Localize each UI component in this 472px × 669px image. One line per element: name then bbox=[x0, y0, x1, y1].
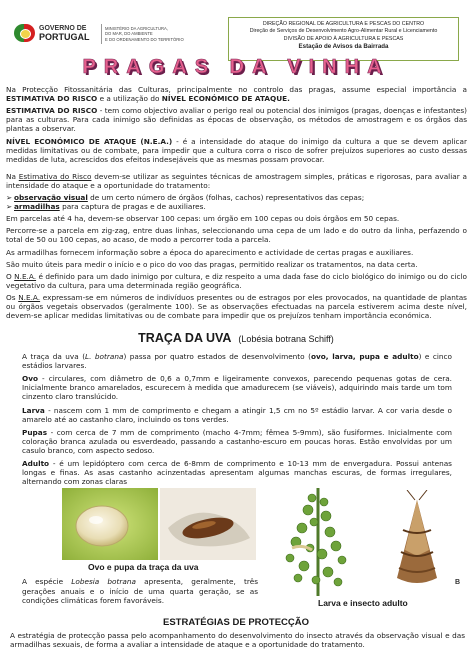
generations-note: A espécie Lobesia botrana apresenta, geralmente, três gerações anuais e o início de uma quarta geração, se as condições climáticas forem favoráveis. bbox=[22, 577, 258, 606]
portugal-emblem-icon bbox=[14, 22, 36, 44]
tecnicas-paragraph: Na Estimativa do Risco devem-se utilizar as seguintes técnicas de amostragem simples, práticas e rigorosas, para avaliar a intensidade do ataque e a oportunidade do tratamento: bbox=[6, 172, 468, 191]
ovo-paragraph: Ovo - circulares, com diâmetro de 0,6 a 0,7mm e ligeiramente convexos, parecendo pequenas gotas de cera. Inicialmente branco amarelados, escurecem à medida que amadurecem (se viáveis), adquirindo mais tarde um tom cinzento claro translúcido. bbox=[22, 374, 452, 402]
ministry-line: MINISTÉRIO DA AGRICULTURA, bbox=[105, 26, 168, 31]
intro-paragraph: Na Protecção Fitossanitária das Culturas, principalmente no controlo das pragas, assume especial importância a ESTIMATIVA DO RISCO e a utilização do NÍVEL ECONÓMICO DE ATAQUE. bbox=[6, 85, 467, 104]
gov-line2: PORTUGAL bbox=[39, 32, 90, 42]
traca-title: TRAÇA DA UVA (Lobésia botrana Schiff) bbox=[138, 331, 334, 345]
caption-larva-adult: Larva e insecto adulto bbox=[318, 598, 408, 608]
adult-moth-photo bbox=[369, 490, 465, 590]
direction-line: DIVISÃO DE APOIO À AGRICULTURA E PESCAS bbox=[283, 35, 404, 42]
adulto-paragraph: Adulto - é um lepidóptero com cerca de 6-8mm de comprimento e 10-13 mm de envergadura. Possui antenas longas e finas. As asas castanho acinzentadas apresentam algumas manchas escuras, de formas irregulares, alternando com zonas claras bbox=[22, 459, 452, 487]
government-logo bbox=[14, 22, 90, 44]
pupa-photo bbox=[160, 488, 256, 560]
traca-intro: A traça da uva (L. botrana) passa por quatro estados de desenvolvimento (ovo, larva, pupa e adulto) e cinco estádios larvares. bbox=[22, 352, 453, 371]
pupa-paragraph: Pupas - com cerca de 7 mm de comprimento (macho 4-7mm; fêmea 5-9mm), são fusiformes. Inicialmente com coloração branca azulada ou esverdeado, passando a castanho-escuro em poucas horas. Estão envolvidas por um casulo branco, com aspecto sedoso. bbox=[22, 428, 452, 456]
caption-egg-pupa: Ovo e pupa da traça da uva bbox=[88, 562, 199, 572]
arrow-bullet-icon: ➢ bbox=[6, 202, 13, 211]
page-title: PRAGAS DA VINHA bbox=[82, 56, 390, 78]
ministry-line: DO MAR, DO AMBIENTE bbox=[105, 31, 153, 37]
larva-photo bbox=[272, 488, 365, 596]
larva-paragraph: Larva - nascem com 1 mm de comprimento e chegam a atingir 1,5 cm no 5º estádio larvar. A cor varia desde o amarelo até ao castanho claro, incluindo os tons verdes. bbox=[22, 406, 452, 425]
uteis-paragraph: São muito úteis para medir o início e o pico do voo das pragas, permitido realizar os tratamentos, na data certa. bbox=[6, 260, 418, 269]
parcelas-paragraph: Em parcelas até 4 ha, devem-se observar 100 cepas: um órgão em 100 cepas ou dois órgãos em 50 cepas. bbox=[6, 214, 400, 223]
estrategias-title: ESTRATÉGIAS DE PROTECÇÃO bbox=[162, 617, 310, 628]
gov-line1: GOVERNO DE bbox=[39, 25, 87, 32]
nea-definition-paragraph: O N.E.A. é definido para um dado inimigo por cultura, e diz respeito a uma dada fase do ciclo biológico do inimigo ou do ciclo vegetativo da cultura, para uma determinada região geográfica. bbox=[6, 272, 467, 291]
nea-paragraph: NÍVEL ECONÓMICO DE ATAQUE (N.E.A.) - é a intensidade do ataque do inimigo da cultura a que se devem aplicar medidas limitativas ou de combate, para impedir que a cultura corra o risco de sofrer prejuízos superiores ao custo dessas medidas de luta, acrescidos dos efeitos indesejáveis que as mesmas possam provocar. bbox=[6, 137, 467, 165]
armadilhas-paragraph: As armadilhas fornecem informação sobre a época do aparecimento e actividade de certas pragas e auxiliares. bbox=[6, 248, 414, 257]
ministry-name bbox=[105, 26, 184, 42]
direction-box bbox=[228, 17, 459, 61]
estrategias-text: A estratégia de protecção passa pelo acompanhamento do desenvolvimento do insecto através da observação visual e das armadilhas sexuais, de forma a avaliar a intensidade de ataque e a oportunidade do tratamento. bbox=[10, 631, 465, 650]
egg-photo bbox=[62, 488, 158, 560]
arrow-bullet-icon: ➢ bbox=[6, 193, 13, 202]
bullet-observacao: ➢ observação visual de um certo número de órgãos (folhas, cachos) representativos das cepas; bbox=[6, 193, 365, 202]
estacao-name: Estação de Avisos da Bairrada bbox=[298, 42, 389, 50]
zigzag-paragraph: Percorre-se a parcela em zig-zag, entre duas linhas, seleccionando uma cepa de um lado e do outro da linha, perfazendo o total de 50 ou 100 cepas, ao acaso, de modo a percorrer toda a parcela. bbox=[6, 226, 467, 245]
nea-expressam-paragraph: Os N.E.A. expressam-se em números de indivíduos presentes ou de estragos por eles provocados, na quantidade de plantas ou órgãos vegetais observados (geralmente 100). Se as observações efectuadas na parcela estiverem acima deste nível, devem-se aplicar medidas limitativas ou de combate para impedir que os prejuízos tenham importância económica. bbox=[6, 293, 467, 321]
direction-line: Direção de Serviços de Desenvolvimento Agro-Alimentar Rural e Licenciamento bbox=[249, 28, 438, 35]
bullet-armadilhas: ➢ armadilhas para captura de pragas e de auxiliares. bbox=[6, 202, 206, 211]
ministry-line: E DO ORDENAMENTO DO TERRITÓRIO bbox=[105, 36, 184, 42]
estimativa-paragraph: ESTIMATIVA DO RISCO - tem como objectivo avaliar o perigo real ou potencial dos inimigos (pragas, doenças e infestantes) para as culturas. Para cada inimigo são definidas as épocas de observação, os métodos de amostragem e os órgãos das plantas a observar. bbox=[6, 106, 467, 134]
header-divider bbox=[101, 24, 102, 44]
direction-line: DIREÇÃO REGIONAL DE AGRICULTURA E PESCAS DO CENTRO bbox=[262, 21, 425, 27]
photo-letter: B bbox=[455, 579, 461, 586]
